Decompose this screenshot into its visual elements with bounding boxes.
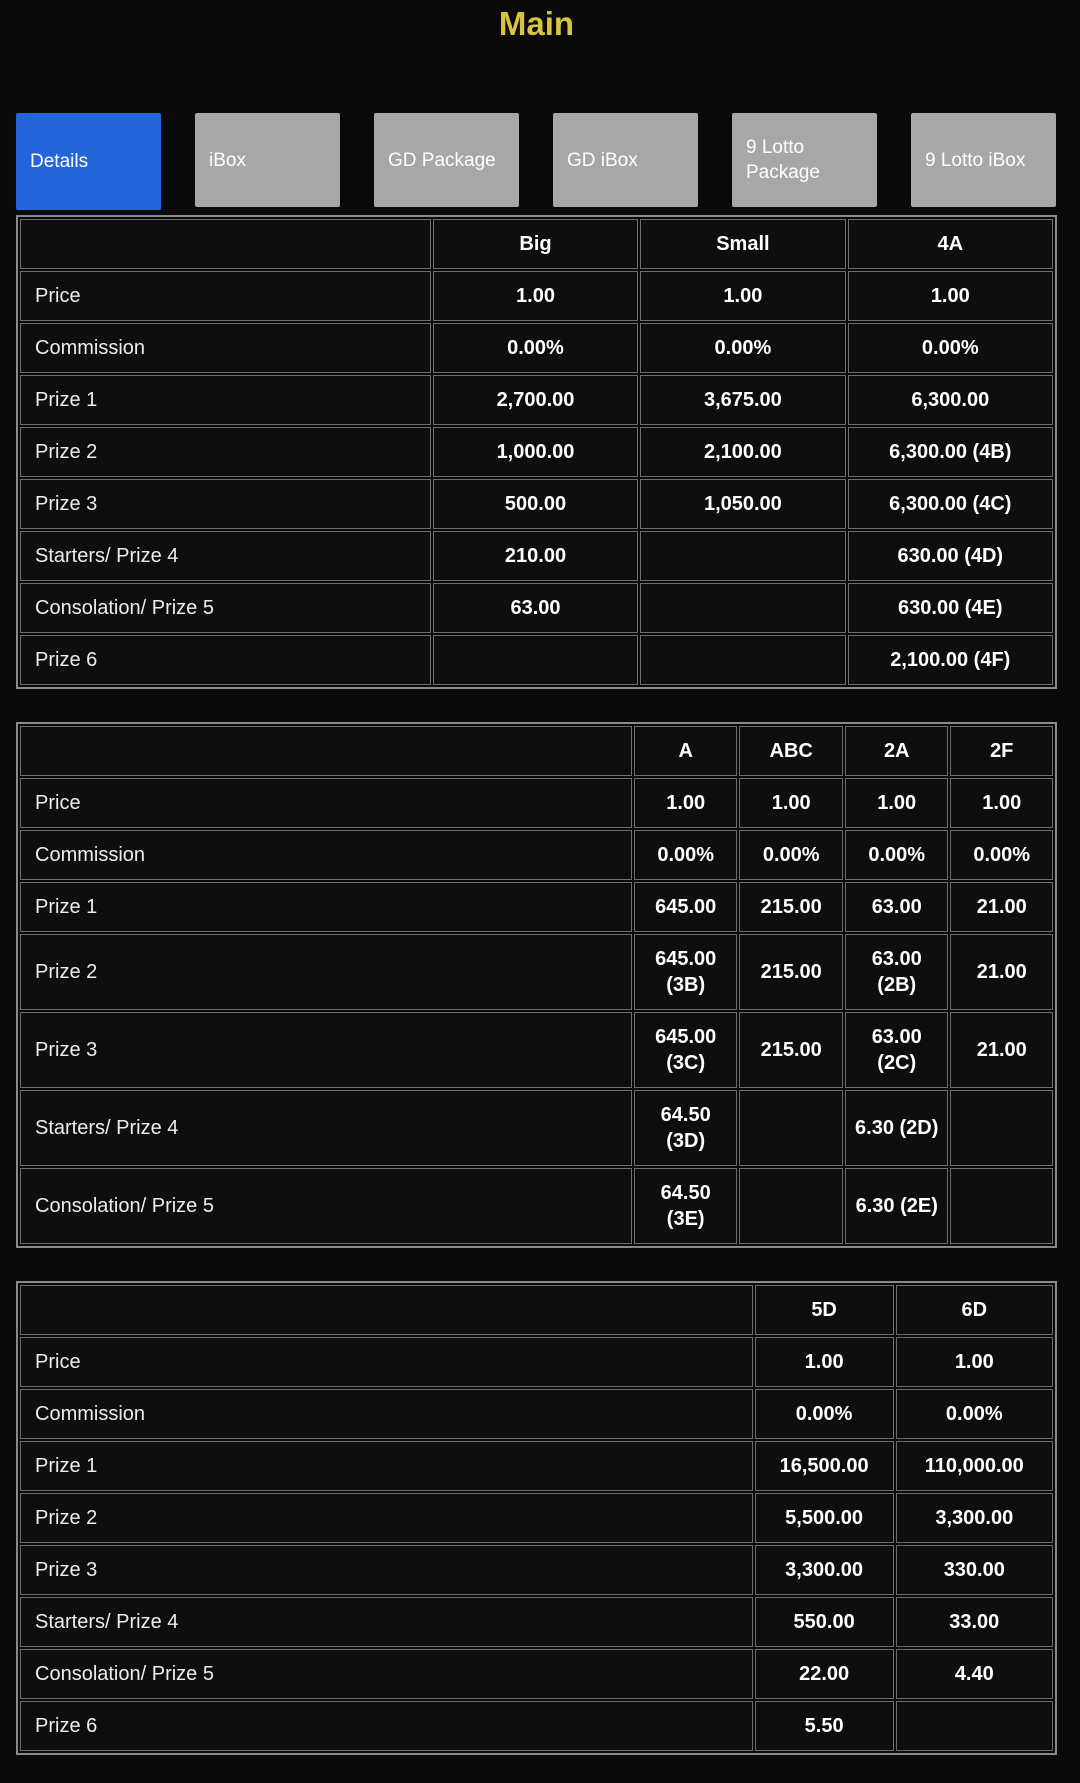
prize-cell: [950, 1168, 1053, 1244]
prize-cell: [433, 635, 638, 685]
prize-cell: 0.00%: [848, 323, 1053, 373]
table-row-prize-6: [20, 1701, 1053, 1751]
prize-cell: 64.50 (3D): [634, 1090, 738, 1166]
prize-cell: 630.00 (4E): [848, 583, 1053, 633]
column-header: 4A: [848, 219, 1053, 269]
row-label: Prize 3: [20, 1012, 632, 1088]
row-label: Consolation/ Prize 5: [20, 583, 431, 633]
prize-cell: [739, 1168, 843, 1244]
row-label: Prize 6: [20, 635, 431, 685]
row-label: Prize 3: [20, 479, 431, 529]
prize-cell: 6.30 (2D): [845, 1090, 949, 1166]
prize-cell: 630.00 (4D): [848, 531, 1053, 581]
prize-cell: 0.00%: [755, 1389, 894, 1439]
prize-cell: 645.00: [634, 882, 738, 932]
prize-cell: 3,300.00: [896, 1493, 1053, 1543]
corner-cell: [20, 726, 632, 776]
column-header: Big: [433, 219, 638, 269]
prize-cell: 215.00: [739, 934, 843, 1010]
table-row-consolation-prize-5: [20, 1649, 1053, 1699]
tab-gd-ibox[interactable]: GD iBox: [553, 113, 698, 207]
prize-cell: 21.00: [950, 934, 1053, 1010]
table-row-prize-2: [20, 1493, 1053, 1543]
prize-cell: 6,300.00 (4C): [848, 479, 1053, 529]
column-header: A: [634, 726, 738, 776]
prize-cell: 0.00%: [433, 323, 638, 373]
prize-cell: 1.00: [634, 778, 738, 828]
header-row: [20, 726, 1053, 776]
prize-cell: [896, 1701, 1053, 1751]
prize-cell: [640, 635, 845, 685]
row-label: Price: [20, 778, 632, 828]
prize-cell: 33.00: [896, 1597, 1053, 1647]
prize-cell: 2,100.00: [640, 427, 845, 477]
prize-table-5d-6d: [16, 1281, 1057, 1755]
row-label: Prize 2: [20, 427, 431, 477]
prize-cell: 110,000.00: [896, 1441, 1053, 1491]
prize-cell: 1.00: [640, 271, 845, 321]
row-label: Commission: [20, 830, 632, 880]
row-label: Starters/ Prize 4: [20, 531, 431, 581]
row-label: Starters/ Prize 4: [20, 1597, 753, 1647]
prize-cell: 0.00%: [845, 830, 949, 880]
prize-cell: 215.00: [739, 882, 843, 932]
table-row-prize-3: [20, 479, 1053, 529]
row-label: Prize 1: [20, 375, 431, 425]
tab-ibox[interactable]: iBox: [195, 113, 340, 207]
row-label: Commission: [20, 323, 431, 373]
prize-cell: 0.00%: [634, 830, 738, 880]
table-row-prize-3: [20, 1545, 1053, 1595]
prize-cell: 63.00 (2B): [845, 934, 949, 1010]
column-header: 5D: [755, 1285, 894, 1335]
tab-bar: [16, 113, 1057, 210]
prize-cell: 500.00: [433, 479, 638, 529]
prize-cell: 16,500.00: [755, 1441, 894, 1491]
table-row-starters-prize-4: [20, 531, 1053, 581]
prize-tables-container: [16, 215, 1057, 1755]
table-row-prize-6: [20, 635, 1053, 685]
prize-cell: 2,700.00: [433, 375, 638, 425]
prize-cell: 1.00: [433, 271, 638, 321]
prize-cell: 1.00: [896, 1337, 1053, 1387]
prize-cell: [950, 1090, 1053, 1166]
prize-cell: [640, 583, 845, 633]
prize-cell: 4.40: [896, 1649, 1053, 1699]
prize-cell: 1,050.00: [640, 479, 845, 529]
row-label: Starters/ Prize 4: [20, 1090, 632, 1166]
header-row: [20, 219, 1053, 269]
table-row-price: [20, 778, 1053, 828]
prize-cell: 330.00: [896, 1545, 1053, 1595]
column-header: 6D: [896, 1285, 1053, 1335]
prize-cell: 6.30 (2E): [845, 1168, 949, 1244]
row-label: Consolation/ Prize 5: [20, 1168, 632, 1244]
row-label: Consolation/ Prize 5: [20, 1649, 753, 1699]
row-label: Prize 6: [20, 1701, 753, 1751]
prize-cell: 3,675.00: [640, 375, 845, 425]
prize-cell: 645.00 (3C): [634, 1012, 738, 1088]
table-row-prize-3: [20, 1012, 1053, 1088]
prize-cell: 21.00: [950, 1012, 1053, 1088]
column-header: 2A: [845, 726, 949, 776]
prize-cell: 215.00: [739, 1012, 843, 1088]
table-row-prize-1: [20, 375, 1053, 425]
prize-cell: 1.00: [950, 778, 1053, 828]
table-row-starters-prize-4: [20, 1090, 1053, 1166]
corner-cell: [20, 219, 431, 269]
table-row-prize-1: [20, 1441, 1053, 1491]
table-row-commission: [20, 323, 1053, 373]
prize-cell: 1.00: [739, 778, 843, 828]
prize-cell: 3,300.00: [755, 1545, 894, 1595]
prize-cell: 22.00: [755, 1649, 894, 1699]
prize-table-big-small-4a: [16, 215, 1057, 689]
prize-cell: 550.00: [755, 1597, 894, 1647]
row-label: Commission: [20, 1389, 753, 1439]
row-label: Prize 2: [20, 1493, 753, 1543]
tab-details[interactable]: Details: [16, 113, 161, 210]
table-row-price: [20, 271, 1053, 321]
prize-cell: 645.00 (3B): [634, 934, 738, 1010]
prize-cell: 210.00: [433, 531, 638, 581]
page-title: Main: [498, 5, 575, 42]
prize-cell: 0.00%: [896, 1389, 1053, 1439]
table-row-prize-2: [20, 427, 1053, 477]
row-label: Prize 1: [20, 882, 632, 932]
table-row-commission: [20, 1389, 1053, 1439]
column-header: 2F: [950, 726, 1053, 776]
table-row-price: [20, 1337, 1053, 1387]
corner-cell: [20, 1285, 753, 1335]
prize-cell: 1.00: [845, 778, 949, 828]
prize-cell: 21.00: [950, 882, 1053, 932]
table-row-consolation-prize-5: [20, 583, 1053, 633]
prize-cell: 5,500.00: [755, 1493, 894, 1543]
prize-cell: 0.00%: [640, 323, 845, 373]
table-row-starters-prize-4: [20, 1597, 1053, 1647]
prize-cell: 1,000.00: [433, 427, 638, 477]
prize-cell: 6,300.00 (4B): [848, 427, 1053, 477]
table-row-commission: [20, 830, 1053, 880]
prize-cell: 63.00: [845, 882, 949, 932]
prize-cell: 2,100.00 (4F): [848, 635, 1053, 685]
row-label: Prize 1: [20, 1441, 753, 1491]
table-row-consolation-prize-5: [20, 1168, 1053, 1244]
header-row: [20, 1285, 1053, 1335]
tab-9-lotto-ibox[interactable]: 9 Lotto iBox: [911, 113, 1056, 207]
row-label: Prize 2: [20, 934, 632, 1010]
prize-cell: 1.00: [755, 1337, 894, 1387]
row-label: Price: [20, 1337, 753, 1387]
prize-cell: [640, 531, 845, 581]
prize-cell: 5.50: [755, 1701, 894, 1751]
prize-cell: 63.00: [433, 583, 638, 633]
column-header: ABC: [739, 726, 843, 776]
tab-9-lotto-package[interactable]: 9 Lotto Package: [732, 113, 877, 207]
page: [16, 0, 1057, 1755]
prize-cell: 0.00%: [950, 830, 1053, 880]
row-label: Prize 3: [20, 1545, 753, 1595]
prize-cell: 64.50 (3E): [634, 1168, 738, 1244]
prize-cell: 0.00%: [739, 830, 843, 880]
table-row-prize-2: [20, 934, 1053, 1010]
prize-table-a-abc-2a-2f: [16, 722, 1057, 1248]
tab-gd-package[interactable]: GD Package: [374, 113, 519, 207]
prize-cell: 63.00 (2C): [845, 1012, 949, 1088]
table-row-prize-1: [20, 882, 1053, 932]
row-label: Price: [20, 271, 431, 321]
column-header: Small: [640, 219, 845, 269]
prize-cell: 1.00: [848, 271, 1053, 321]
prize-cell: [739, 1090, 843, 1166]
prize-cell: 6,300.00: [848, 375, 1053, 425]
